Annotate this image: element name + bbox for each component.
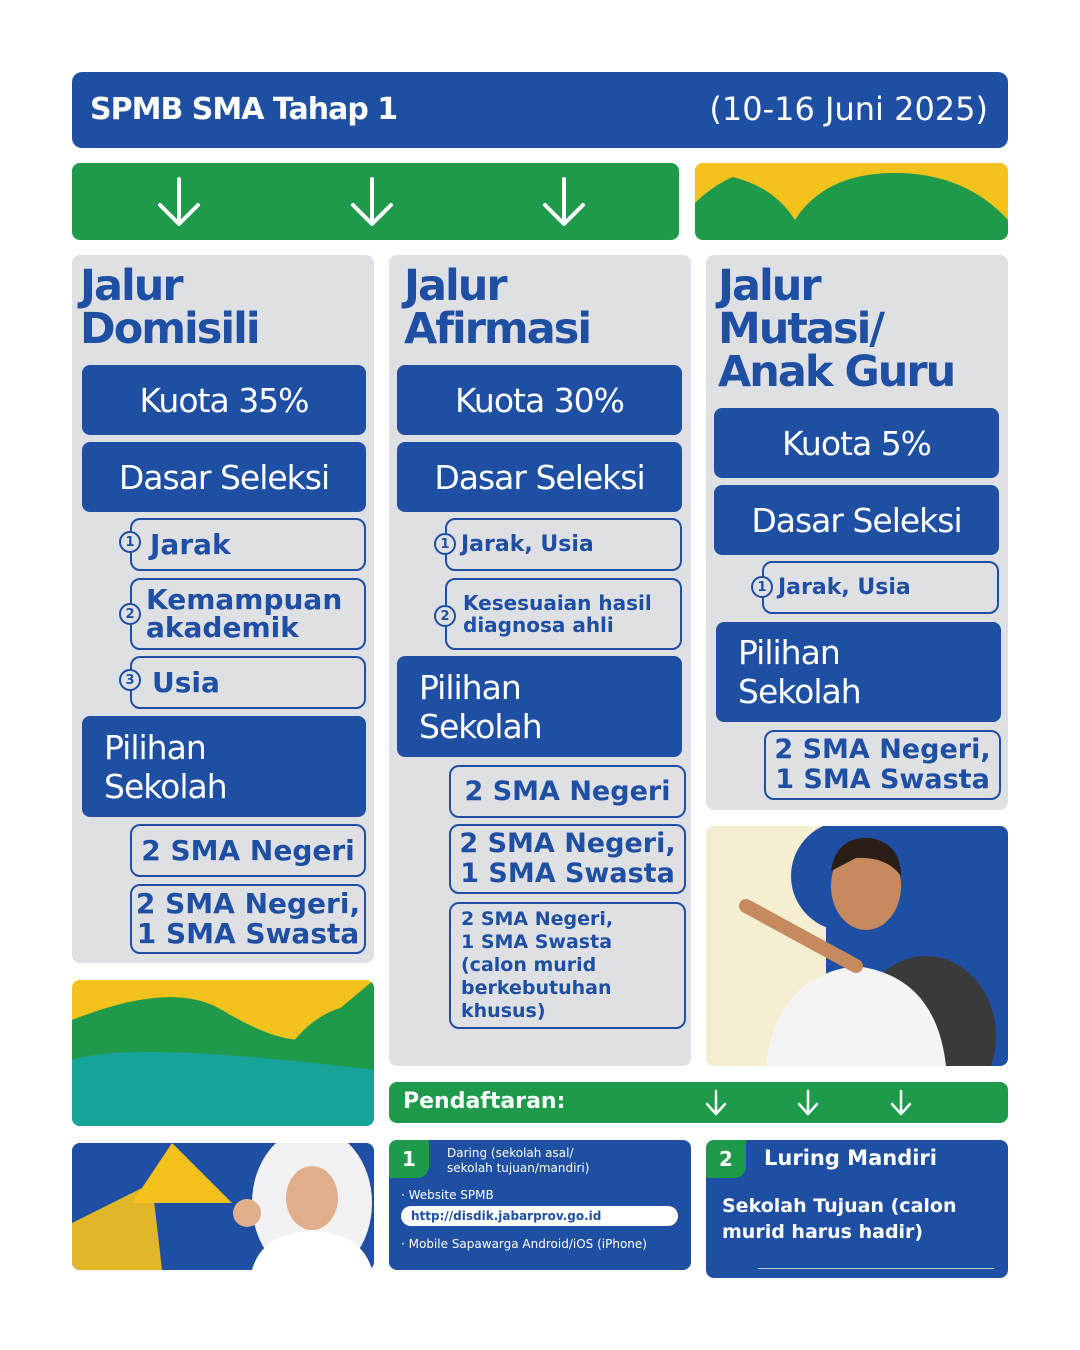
criterion-item: Kesesuaian hasil diagnosa ahli bbox=[445, 578, 682, 650]
criterion-item: Jarak, Usia bbox=[762, 561, 999, 614]
jalur-mutasi-panel bbox=[706, 255, 1008, 810]
hills-decoration bbox=[695, 163, 1008, 240]
header-banner bbox=[72, 72, 1008, 148]
school-option: 2 SMA Negeri bbox=[449, 765, 686, 818]
jalur-afirmasi-title: Jalur Afirmasi bbox=[404, 261, 591, 354]
arrow-down-icon bbox=[796, 1089, 820, 1117]
school-option-special: 2 SMA Negeri, 1 SMA Swasta (calon murid berkebutuhan khusus) bbox=[449, 902, 686, 1029]
number-badge: 1 bbox=[751, 576, 773, 598]
bullet-website: · Website SPMB bbox=[401, 1188, 494, 1202]
card-heading: Luring Mandiri bbox=[764, 1146, 937, 1170]
registration-card-offline bbox=[706, 1140, 1008, 1278]
school-option: 2 SMA Negeri, 1 SMA Swasta bbox=[130, 884, 366, 954]
dasar-seleksi-label: Dasar Seleksi bbox=[82, 442, 366, 512]
arrow-bar bbox=[72, 163, 679, 240]
jalur-domisili-title: Jalur Domisili bbox=[80, 261, 259, 354]
bullet-mobile: · Mobile Sapawarga Android/iOS (iPhone) bbox=[401, 1237, 647, 1251]
criterion-item: Kemampuan akademik bbox=[130, 578, 366, 650]
jalur-mutasi-title: Jalur Mutasi/ Anak Guru bbox=[718, 261, 955, 397]
jalur-afirmasi-panel bbox=[389, 255, 691, 1066]
step-number: 2 bbox=[706, 1140, 746, 1178]
dasar-seleksi-label: Dasar Seleksi bbox=[397, 442, 682, 512]
registration-card-online bbox=[389, 1140, 691, 1270]
pendaftaran-label: Pendaftaran: bbox=[403, 1089, 566, 1114]
student-boy-photo bbox=[706, 826, 1008, 1066]
number-badge: 2 bbox=[434, 605, 456, 627]
pendaftaran-bar bbox=[389, 1082, 1008, 1123]
number-badge: 3 bbox=[119, 669, 141, 691]
arrow-down-icon bbox=[889, 1089, 913, 1117]
jalur-domisili-panel bbox=[72, 255, 374, 963]
pilihan-sekolah-label: Pilihan Sekolah bbox=[397, 656, 682, 757]
kuota-badge: Kuota 30% bbox=[397, 365, 682, 435]
step-number: 1 bbox=[389, 1140, 429, 1178]
dasar-seleksi-label: Dasar Seleksi bbox=[714, 485, 999, 555]
school-option: 2 SMA Negeri, 1 SMA Swasta bbox=[764, 730, 1001, 800]
school-option: 2 SMA Negeri, 1 SMA Swasta bbox=[449, 824, 686, 894]
kuota-badge: Kuota 35% bbox=[82, 365, 366, 435]
school-option: 2 SMA Negeri bbox=[130, 824, 366, 877]
website-link[interactable]: http://disdik.jabarprov.go.id bbox=[401, 1206, 678, 1226]
kuota-badge: Kuota 5% bbox=[714, 408, 999, 478]
criterion-item: Jarak bbox=[130, 518, 366, 571]
arrow-down-icon bbox=[704, 1089, 728, 1117]
number-badge: 1 bbox=[119, 531, 141, 553]
card-body: Sekolah Tujuan (calon murid harus hadir) bbox=[722, 1195, 957, 1243]
student-girl-photo bbox=[72, 1143, 374, 1270]
pilihan-sekolah-label: Pilihan Sekolah bbox=[82, 716, 366, 817]
criterion-item: Usia bbox=[130, 656, 366, 709]
divider bbox=[758, 1268, 994, 1269]
number-badge: 1 bbox=[434, 533, 456, 555]
pilihan-sekolah-label: Pilihan Sekolah bbox=[716, 622, 1001, 722]
card-heading: Daring (sekolah asal/ sekolah tujuan/mandiri) bbox=[447, 1146, 590, 1175]
arrow-down-icon bbox=[154, 175, 204, 229]
page-title: SPMB SMA Tahap 1 bbox=[90, 92, 398, 127]
criterion-item: Jarak, Usia bbox=[445, 518, 682, 571]
arrow-down-icon bbox=[539, 175, 589, 229]
arrow-down-icon bbox=[347, 175, 397, 229]
hills-decoration bbox=[72, 980, 374, 1126]
number-badge: 2 bbox=[119, 603, 141, 625]
date-range: (10-16 Juni 2025) bbox=[709, 90, 988, 128]
